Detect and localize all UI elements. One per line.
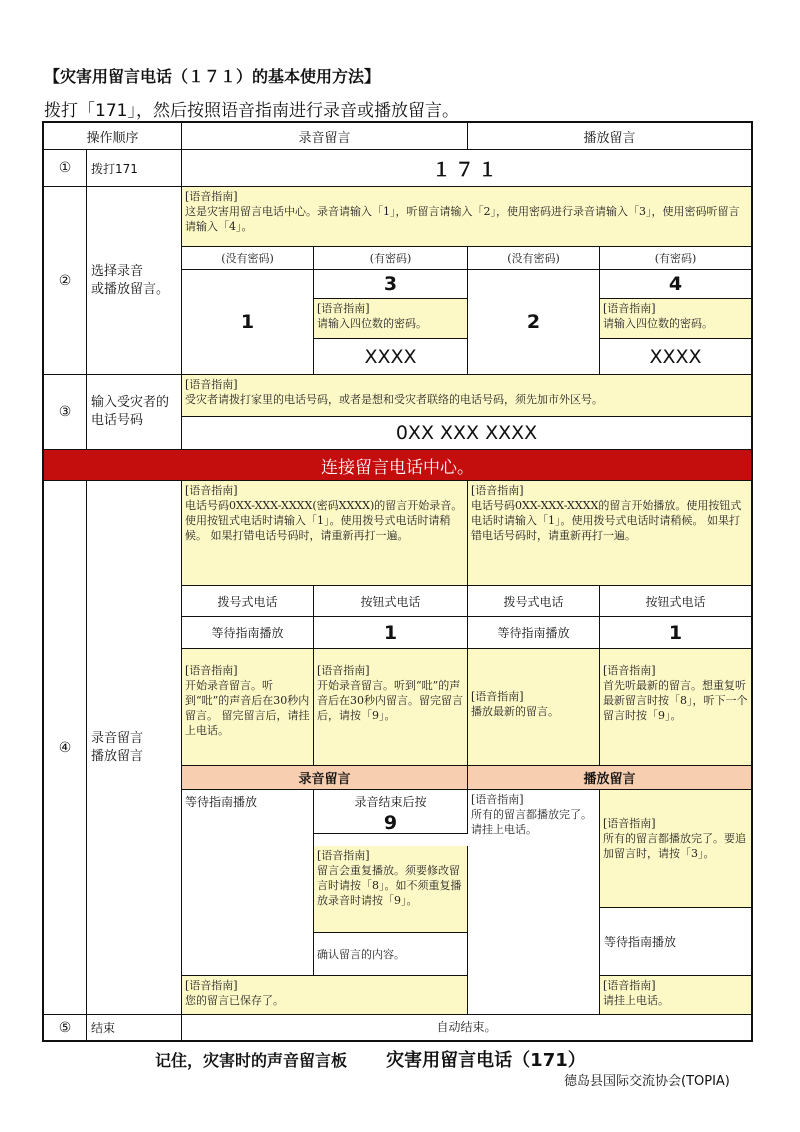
hangup-guide: [语音指南] 请挂上电话。 xyxy=(600,976,751,1015)
record-start-guide: [语音指南] 电话号码0XX-XXX-XXXX(密码XXXX)的留言开始录音。使用按钮式电话时请输入「1」。使用拨号式电话时请稍候。 如果打错电话号码时，请重新再打一遍。 xyxy=(182,481,468,586)
record-with-password-label: (有密码) xyxy=(314,247,468,270)
footer-right: 灾害用留言电话（171） xyxy=(386,1050,586,1071)
record-rotary-label: 拨号式电话 xyxy=(182,586,314,617)
auto-end: 自动结束。 xyxy=(436,1020,497,1034)
organization: 德岛县国际交流协会(TOPIA) xyxy=(564,1074,730,1089)
footer xyxy=(155,1046,586,1072)
record-password-guide: [语音指南] 请输入四位数的密码。 xyxy=(314,299,468,339)
play-key-2: 2 xyxy=(468,270,600,375)
record-no-password-label: (没有密码) xyxy=(182,247,314,270)
play-button-guide: [语音指南] 首先听最新的留言。想重复听最新留言时按「8」，听下一个留言时按「9」。 xyxy=(600,649,751,766)
step5-label: 结束 xyxy=(87,1015,182,1040)
step1-label: 拨打171 xyxy=(87,150,182,187)
record-button-label: 按钮式电话 xyxy=(314,586,468,617)
play-button-wait: 等待指南播放 xyxy=(600,908,751,976)
record-rotary-wait-2: 等待指南播放 xyxy=(182,790,314,976)
step3-label: 输入受灾者的 电话号码 xyxy=(87,375,182,450)
step4-label: 录音留言 播放留言 xyxy=(87,481,182,1015)
step2-number: ② xyxy=(44,187,87,375)
play-button-label: 按钮式电话 xyxy=(600,586,751,617)
play-rotary-wait: 等待指南播放 xyxy=(468,617,600,649)
record-password-xxxx: XXXX xyxy=(314,339,468,375)
procedure-table xyxy=(42,121,753,1042)
repeat-guide: [语音指南] 留言会重复播放。须要修改留言时请按「8」。如不须重复播放录音时请按「9」。 xyxy=(314,846,468,933)
key-9: 9 xyxy=(314,812,468,834)
play-no-password-label: (没有密码) xyxy=(468,247,600,270)
play-button-all-played: [语音指南] 所有的留言都播放完了。要追加留言时，请按「3」。 xyxy=(600,790,751,908)
play-rotary-guide: [语音指南] 播放最新的留言。 xyxy=(468,649,600,766)
header-steps: 操作顺序 xyxy=(44,123,182,150)
record-password-key-3: 3 xyxy=(314,270,468,299)
dial-171: １７１ xyxy=(182,150,751,187)
phone-number-display: 0XX XXX XXXX xyxy=(182,417,751,450)
step4-number: ④ xyxy=(44,481,87,1015)
step3-voice-guide: [语音指南] 受灾者请拨打家里的电话号码，或者是想和受灾者联络的电话号码，须先加市外区号。 xyxy=(182,375,751,417)
play-with-password-label: (有密码) xyxy=(600,247,751,270)
step3-number: ③ xyxy=(44,375,87,450)
saved-guide: [语音指南] 您的留言已保存了。 xyxy=(182,976,468,1015)
step2-voice-guide: [语音指南] 这是灾害用留言电话中心。录音请输入「1」，听留言请输入「2」，使用密码进行录音请输入「3」，使用密码听留言请输入「4」。 xyxy=(182,187,751,247)
confirm-label: 确认留言的内容。 xyxy=(314,933,468,976)
section-play: 播放留言 xyxy=(468,766,751,790)
record-key-1: 1 xyxy=(182,270,314,375)
after-record-label: 录音结束后按 xyxy=(314,790,468,812)
play-password-guide: [语音指南] 请输入四位数的密码。 xyxy=(600,299,751,339)
section-record: 录音留言 xyxy=(182,766,468,790)
page-subtitle: 拨打「171」，然后按照语音指南进行录音或播放留言。 xyxy=(44,101,459,121)
play-rotary-all-played: [语音指南] 所有的留言都播放完了。请挂上电话。 xyxy=(468,790,600,1015)
footer-left: 记住，灾害时的声音留言板 xyxy=(155,1051,348,1070)
step5-number: ⑤ xyxy=(44,1015,87,1040)
play-start-guide: [语音指南] 电话号码0XX-XXX-XXXX的留言开始播放。使用按钮式电话时请输入「1」。使用拨号式电话时请稍候。 如果打错电话号码时，请重新再打一遍。 xyxy=(468,481,751,586)
play-button-key-1: 1 xyxy=(600,617,751,649)
page-title: 【灾害用留言电话（１７１）的基本使用方法】 xyxy=(44,67,381,86)
play-rotary-label: 拨号式电话 xyxy=(468,586,600,617)
play-password-xxxx: XXXX xyxy=(600,339,751,375)
record-rotary-guide: [语音指南] 开始录音留言。听到“吡”的声音后在30秒内留言。 留完留言后，请挂上电话。 xyxy=(182,649,314,766)
record-button-key-1: 1 xyxy=(314,617,468,649)
connect-banner: 连接留言电话中心。 xyxy=(44,450,751,481)
step2-label: 选择录音 或播放留言。 xyxy=(87,187,182,375)
step1-number: ① xyxy=(44,150,87,187)
header-play: 播放留言 xyxy=(468,123,751,150)
record-button-guide: [语音指南] 开始录音留言。听到“吡”的声音后在30秒内留言。留完留言后，请按「9」。 xyxy=(314,649,468,766)
play-password-key-4: 4 xyxy=(600,270,751,299)
header-record: 录音留言 xyxy=(182,123,468,150)
record-rotary-wait: 等待指南播放 xyxy=(182,617,314,649)
